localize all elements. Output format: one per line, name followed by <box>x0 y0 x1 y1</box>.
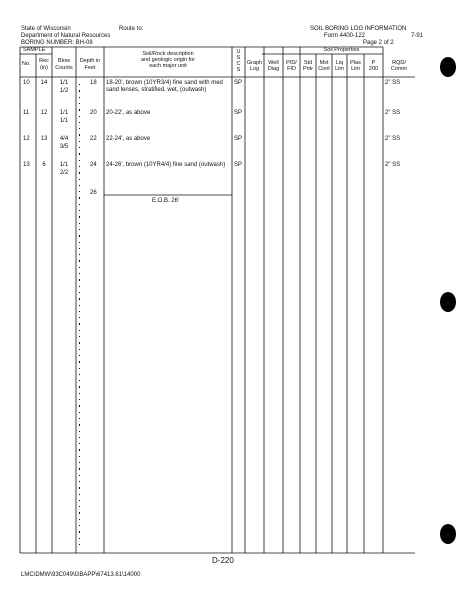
col-std-line2: Pntr <box>302 66 314 72</box>
col-well-line2: Diag <box>267 66 280 72</box>
row-rec: 14 <box>40 80 48 86</box>
depth-tick-dot <box>79 519 80 520</box>
col-depth-line2: Feet <box>84 65 96 71</box>
depth-tick-dot <box>79 374 80 375</box>
depth-tick-dot <box>79 462 80 463</box>
depth-tick-dot <box>79 197 80 198</box>
depth-tick-dot <box>79 437 80 438</box>
page-label: D-220 <box>212 556 234 565</box>
depth-tick-dot <box>79 134 80 135</box>
depth-tick-dot <box>79 90 80 91</box>
col-pid-line2: FID <box>287 66 296 72</box>
depth-tick-dot <box>79 172 80 173</box>
depth-tick-dot <box>79 424 80 425</box>
depth-tick-dot <box>79 223 80 224</box>
depth-tick-dot <box>79 305 80 306</box>
col-pid-line1: PID/ <box>286 60 297 66</box>
depth-tick-dot <box>79 456 80 457</box>
footer-file-path: LMC\DMW\93C049\GBAPP\67413.61\14000 <box>21 572 141 578</box>
depth-tick-dot <box>79 449 80 450</box>
depth-tick-dot <box>79 109 80 110</box>
depth-tick-dot <box>79 292 80 293</box>
row-depth: 24 <box>90 162 97 168</box>
soil-properties-header: Soil Properties <box>323 47 360 53</box>
row-desc-1: 20-22', as above <box>106 110 151 116</box>
depth-tick-dot <box>79 260 80 261</box>
depth-tick-dot <box>79 349 80 350</box>
sample-header: SAMPLE <box>23 47 46 53</box>
depth-tick-dot <box>79 412 80 413</box>
depth-tick-dot <box>79 431 80 432</box>
depth-tick-dot <box>79 393 80 394</box>
depth-tick-dot <box>79 418 80 419</box>
row-sample-no: 13 <box>23 162 30 168</box>
depth-tick-dot <box>79 531 80 532</box>
col-depth-line1: Depth in <box>79 58 101 64</box>
depth-tick-dot <box>79 103 80 104</box>
row-blow-1: 1/1 <box>59 162 69 168</box>
depth-tick-dot <box>79 141 80 142</box>
form-revision: 7-91 <box>411 33 424 39</box>
row-depth: 20 <box>90 110 97 116</box>
depth-tick-dot <box>79 355 80 356</box>
row-rec: 12 <box>40 110 48 116</box>
col-rqd-line1: RQD/ <box>392 60 406 66</box>
depth-tick-dot <box>79 254 80 255</box>
depth-tick-dot <box>79 242 80 243</box>
depth-tick-dot <box>79 399 80 400</box>
depth-tick-dot <box>79 298 80 299</box>
depth-tick-dot <box>79 342 80 343</box>
row-sample-no: 12 <box>23 136 30 142</box>
row-comm: 2" SS <box>385 80 401 86</box>
col-rec-line1: Rec <box>39 58 49 64</box>
depth-tick-dot <box>79 147 80 148</box>
row-depth: 22 <box>90 136 97 142</box>
depth-tick-dot <box>79 210 80 211</box>
row-comm: 2" SS <box>385 162 401 168</box>
row-blow-2: 1/1 <box>59 118 69 124</box>
col-rec-line2: (in) <box>40 65 48 71</box>
depth-tick-dot <box>79 317 80 318</box>
col-graph-line2: Log <box>249 66 260 72</box>
depth-tick-dot <box>79 361 80 362</box>
col-mst-line2: Cont <box>318 66 330 72</box>
row-rec: 13 <box>40 136 48 142</box>
depth-tick-dot <box>79 97 80 98</box>
row-comm: 2" SS <box>385 136 401 142</box>
depth-tick-dot <box>79 487 80 488</box>
depth-tick-dot <box>79 544 80 545</box>
depth-tick-dot <box>79 405 80 406</box>
row-uscs: SP <box>234 80 243 86</box>
depth-tick-dot <box>79 84 80 85</box>
col-desc-line2: and geologic origin for <box>140 57 196 63</box>
col-liq-line1: Liq <box>335 60 344 66</box>
agency-name: State of Wisconsin <box>21 26 71 32</box>
eob-label: E.O.B. 26' <box>152 198 180 204</box>
form-title: SOIL BORING LOG INFORMATION <box>310 26 407 32</box>
depth-tick-dot <box>79 311 80 312</box>
binder-hole-top <box>440 57 456 77</box>
depth-tick-dot <box>79 229 80 230</box>
depth-tick-dot <box>79 323 80 324</box>
col-uscs-s1: S <box>236 55 241 61</box>
route-to: Route to: <box>119 26 144 32</box>
col-uscs-c: C <box>236 61 241 67</box>
depth-tick-dot <box>79 273 80 274</box>
row-desc-1: 22-24', as above <box>106 136 151 142</box>
page-number: Page 2 of 2 <box>363 40 394 46</box>
row-blow-1: 4/4 <box>59 136 69 142</box>
col-blow-line1: Blow <box>58 58 70 64</box>
depth-tick-dot <box>79 267 80 268</box>
col-desc-line3: each major unit <box>149 63 187 69</box>
depth-tick-dot <box>79 330 80 331</box>
depth-tick-dot <box>79 336 80 337</box>
form-number: Form 4400-122 <box>324 33 366 39</box>
depth-tick-dot <box>79 216 80 217</box>
row-rec: 6 <box>42 162 46 168</box>
depth-tick-dot <box>79 191 80 192</box>
row-desc-1: 18-20', brown (10YR3/4) fine sand with med <box>106 80 223 86</box>
depth-tick-dot <box>79 386 80 387</box>
row-blow-2: 1/2 <box>59 88 69 94</box>
depth-tick-dot <box>79 279 80 280</box>
boring-number: BORING NUMBER: BH-08 <box>21 40 93 46</box>
depth-tick-dot <box>79 122 80 123</box>
col-p200-line1: P <box>371 60 376 66</box>
depth-tick-dot <box>79 185 80 186</box>
depth-tick-dot <box>79 116 80 117</box>
row-blow-2: 2/2 <box>59 170 69 176</box>
row-blow-1: 1/1 <box>59 80 69 86</box>
row-uscs: SP <box>234 110 243 116</box>
binder-hole-middle <box>440 292 456 312</box>
depth-tick-dot <box>79 368 80 369</box>
department-name: Department of Natural Resources <box>21 33 111 39</box>
col-mst-line1: Mst <box>319 60 329 66</box>
eob-depth: 26 <box>90 190 97 196</box>
col-no: No. <box>22 61 31 67</box>
row-sample-no: 11 <box>23 110 30 116</box>
row-blow-2: 3/5 <box>59 144 69 150</box>
row-uscs: SP <box>234 162 243 168</box>
row-desc-2: sand lenses, stratified, wet, (outwash) <box>106 87 207 93</box>
col-graph-line1: Graph <box>246 60 263 66</box>
col-uscs-s2: S <box>236 67 241 73</box>
depth-tick-dot <box>79 128 80 129</box>
depth-tick-dot <box>79 525 80 526</box>
col-plas-line2: Lim <box>351 66 360 72</box>
row-sample-no: 10 <box>23 80 30 86</box>
depth-tick-dot <box>79 235 80 236</box>
depth-tick-dot <box>79 160 80 161</box>
depth-tick-dot <box>79 512 80 513</box>
depth-tick-dot <box>79 153 80 154</box>
row-blow-1: 1/1 <box>59 110 69 116</box>
depth-tick-dot <box>79 166 80 167</box>
row-comm: 2" SS <box>385 110 401 116</box>
depth-tick-dot <box>79 468 80 469</box>
depth-tick-dot <box>79 481 80 482</box>
depth-tick-dot <box>79 475 80 476</box>
depth-tick-dot <box>79 494 80 495</box>
depth-tick-dot <box>79 248 80 249</box>
depth-tick-dot <box>79 443 80 444</box>
col-liq-line2: Lim <box>335 66 344 72</box>
depth-tick-dot <box>79 286 80 287</box>
row-desc-1: 24-26', brown (10YR4/4) fine sand (outwash) <box>106 162 226 168</box>
depth-tick-dot <box>79 506 80 507</box>
binder-hole-bottom <box>440 524 456 544</box>
depth-tick-dot <box>79 204 80 205</box>
col-desc-line1: Soil/Rock description <box>142 51 194 57</box>
col-blow-line2: Counts <box>55 65 73 71</box>
col-uscs-u: U <box>236 49 241 55</box>
depth-tick-dot <box>79 380 80 381</box>
col-plas-line1: Plas <box>350 60 361 66</box>
col-well-line1: Well <box>268 60 279 66</box>
col-std-line1: Std <box>303 60 313 66</box>
col-rqd-line2: Comm <box>390 66 408 72</box>
row-depth: 18 <box>90 80 97 86</box>
depth-tick-dot <box>79 500 80 501</box>
depth-tick-dot <box>79 179 80 180</box>
col-p200-line2: 200 <box>368 66 379 72</box>
depth-tick-dot <box>79 538 80 539</box>
row-uscs: SP <box>234 136 243 142</box>
